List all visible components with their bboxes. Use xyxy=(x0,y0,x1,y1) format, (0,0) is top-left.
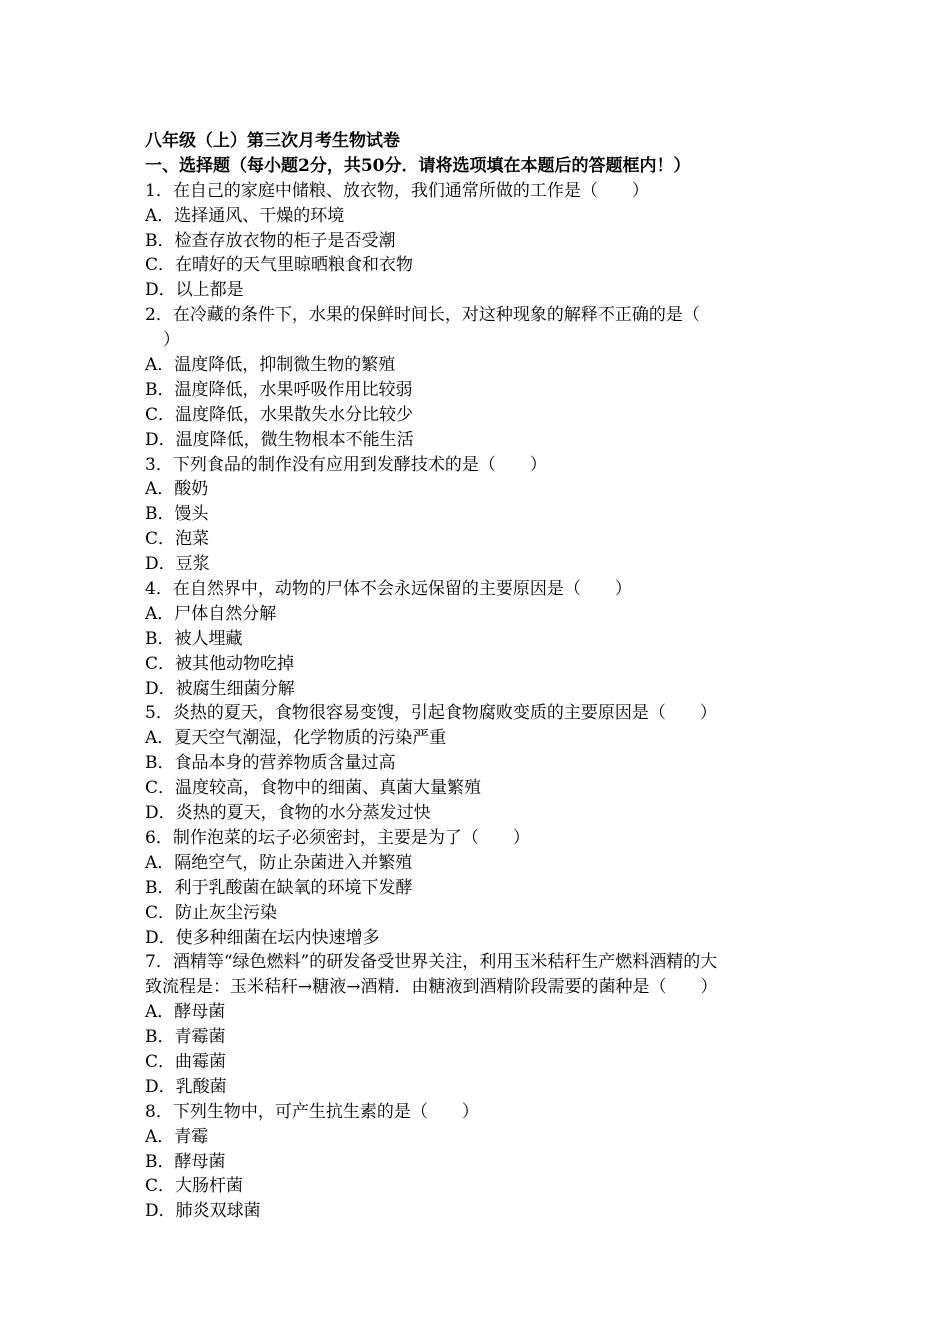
question-8 xyxy=(145,1100,810,1224)
question-stem: 8．下列生物中，可产生抗生素的是（ ） xyxy=(145,1101,479,1122)
option-b: B．检查存放衣物的柜子是否受潮 xyxy=(145,230,396,251)
option-c: C．在晴好的天气里晾晒粮食和衣物 xyxy=(145,255,414,276)
option-a: A．青霉 xyxy=(145,1126,209,1147)
question-stem-continuation: 致流程是：玉米秸秆→糖液→酒精．由糖液到酒精阶段需要的菌种是（ ） xyxy=(145,977,718,998)
option-c: C．被其他动物吃掉 xyxy=(145,653,295,674)
question-6 xyxy=(145,826,810,950)
option-b: B．利于乳酸菌在缺氧的环境下发酵 xyxy=(145,877,413,898)
question-7 xyxy=(145,950,810,1099)
option-c: C．温度较高，食物中的细菌、真菌大量繁殖 xyxy=(145,778,482,799)
option-b: B．馒头 xyxy=(145,504,209,525)
option-d: D．以上都是 xyxy=(145,280,244,301)
question-stem: 2．在冷藏的条件下，水果的保鲜时间长，对这种现象的解释不正确的是（ xyxy=(145,305,700,326)
option-a: A．温度降低，抑制微生物的繁殖 xyxy=(145,355,396,376)
option-d: D．乳酸菌 xyxy=(145,1076,227,1097)
option-b: B．酵母菌 xyxy=(145,1151,226,1172)
option-d: D．温度降低，微生物根本不能生活 xyxy=(145,429,414,450)
page-title: 八年级（上）第三次月考生物试卷 xyxy=(145,131,400,151)
option-c: C．大肠杆菌 xyxy=(145,1176,244,1197)
question-stem: 1．在自己的家庭中储粮、放衣物，我们通常所做的工作是（ ） xyxy=(145,180,649,201)
option-d: D．肺炎双球菌 xyxy=(145,1201,261,1222)
option-b: B．被人埋藏 xyxy=(145,628,243,649)
question-stem: 5．炎热的夏天，食物很容易变馊，引起食物腐败变质的主要原因是（ ） xyxy=(145,703,717,724)
section-heading: 一、选择题（每小题2分，共50分．请将选项填在本题后的答题框内！） xyxy=(145,155,691,176)
option-a: A．尸体自然分解 xyxy=(145,603,277,624)
option-c: C．泡菜 xyxy=(145,529,210,550)
option-d: D．炎热的夏天，食物的水分蒸发过快 xyxy=(145,803,431,824)
option-a: A．隔绝空气，防止杂菌进入并繁殖 xyxy=(145,852,413,873)
option-a: A．夏天空气潮湿，化学物质的污染严重 xyxy=(145,728,447,749)
option-b: B．温度降低，水果呼吸作用比较弱 xyxy=(145,379,413,400)
question-stem: 4．在自然界中，动物的尸体不会永远保留的主要原因是（ ） xyxy=(145,579,632,600)
question-stem: 6．制作泡菜的坛子必须密封，主要是为了（ ） xyxy=(145,827,530,848)
question-1 xyxy=(145,179,810,303)
option-b: B．青霉菌 xyxy=(145,1027,226,1048)
option-d: D．使多种细菌在坛内快速增多 xyxy=(145,927,380,948)
question-stem: 3．下列食品的制作没有应用到发酵技术的是（ ） xyxy=(145,454,547,475)
option-b: B．食品本身的营养物质含量过高 xyxy=(145,753,396,774)
option-d: D．豆浆 xyxy=(145,554,210,575)
question-4 xyxy=(145,577,810,701)
option-c: C．曲霉菌 xyxy=(145,1051,227,1072)
question-stem: 7．酒精等“绿色燃料”的研发备受世界关注，利用玉米秸秆生产燃料酒精的大 xyxy=(145,952,718,973)
option-d: D．被腐生细菌分解 xyxy=(145,678,295,699)
option-c: C．温度降低，水果散失水分比较少 xyxy=(145,404,414,425)
question-stem-continuation: ） xyxy=(163,330,180,351)
question-2 xyxy=(145,303,810,452)
exam-content xyxy=(145,129,810,1224)
option-c: C．防止灰尘污染 xyxy=(145,902,278,923)
question-3 xyxy=(145,453,810,577)
option-a: A．酸奶 xyxy=(145,479,209,500)
option-a: A．酵母菌 xyxy=(145,1002,226,1023)
option-a: A．选择通风、干燥的环境 xyxy=(145,205,345,226)
question-5 xyxy=(145,701,810,825)
